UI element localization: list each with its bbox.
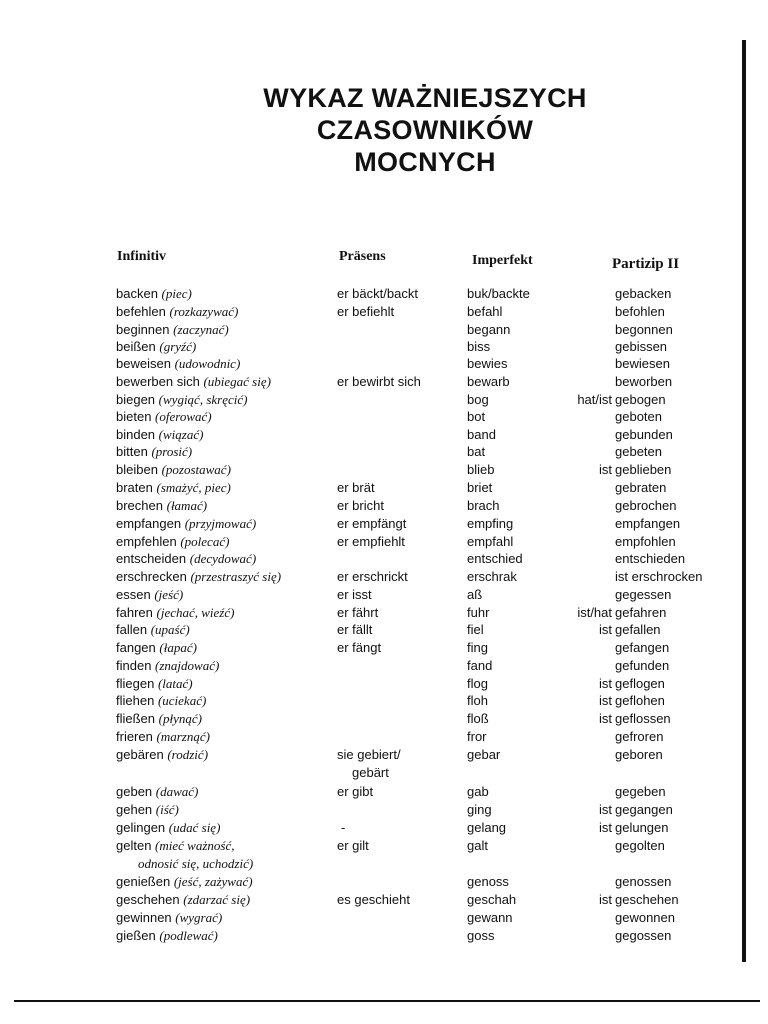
polish-translation: (wiązać)	[158, 427, 204, 442]
participle: gebissen	[615, 339, 668, 354]
participle: entschieden	[615, 551, 686, 566]
participle: gegolten	[615, 838, 665, 853]
imperfekt-cell: buk/backte	[467, 286, 530, 301]
infinitiv-verb: binden	[116, 427, 156, 442]
table-row	[0, 604, 768, 622]
infinitiv-verb: empfangen	[116, 516, 182, 531]
prasens-cell: es geschieht	[337, 892, 410, 907]
participle: geflogen	[615, 676, 665, 691]
table-row	[0, 728, 768, 746]
infinitiv-verb: fangen	[116, 640, 156, 655]
polish-translation: (rozkazywać)	[169, 304, 239, 319]
prasens-cell: er erschrickt	[337, 569, 408, 584]
table-row	[0, 355, 768, 373]
partizip-cell	[560, 819, 710, 837]
partizip-cell	[560, 891, 710, 909]
infinitiv-cell	[116, 675, 193, 693]
participle: gewonnen	[615, 910, 675, 925]
infinitiv-cell	[116, 373, 271, 391]
prasens-cell: er fährt	[337, 605, 379, 620]
participle: geflossen	[615, 711, 671, 726]
table-row	[0, 285, 768, 303]
imperfekt-cell: galt	[467, 838, 488, 853]
infinitiv-cell	[116, 692, 206, 710]
imperfekt-cell: entschied	[467, 551, 523, 566]
auxiliary-verb: ist/hat	[577, 605, 612, 620]
prasens-cell: er fängt	[337, 640, 382, 655]
table-row	[0, 515, 768, 533]
infinitiv-cell	[116, 657, 219, 675]
infinitiv-verb: gehen	[116, 802, 153, 817]
imperfekt-cell: gewann	[467, 910, 513, 925]
imperfekt-cell: fiel	[467, 622, 484, 637]
prasens-cell: er empfiehlt	[337, 534, 405, 549]
imperfekt-cell: flog	[467, 676, 488, 691]
polish-translation: (przyjmować)	[184, 516, 257, 531]
infinitiv-verb: bleiben	[116, 462, 158, 477]
table-row	[0, 927, 768, 945]
partizip-cell	[560, 837, 710, 855]
infinitiv-verb: bieten	[116, 409, 152, 424]
prasens-cell: er gibt	[337, 784, 374, 799]
infinitiv-verb: biegen	[116, 392, 156, 407]
imperfekt-cell: genoss	[467, 874, 509, 889]
table-row	[0, 873, 768, 891]
partizip-cell	[560, 497, 710, 515]
infinitiv-verb: befehlen	[116, 304, 166, 319]
infinitiv-cell	[116, 391, 247, 409]
polish-translation: (prosić)	[151, 444, 193, 459]
page-title-line-2: CZASOWNIKÓW	[316, 115, 534, 145]
imperfekt-cell: gab	[467, 784, 489, 799]
infinitiv-cell	[116, 586, 183, 604]
imperfekt-cell: geschah	[467, 892, 517, 907]
participle: befohlen	[615, 304, 665, 319]
partizip-cell	[560, 533, 710, 551]
participle: gefahren	[615, 605, 667, 620]
infinitiv-verb: fallen	[116, 622, 148, 637]
column-header-infinitiv: Infinitiv	[117, 249, 167, 264]
infinitiv-verb: erschrecken	[116, 569, 187, 584]
participle: gegessen	[615, 587, 672, 602]
table-row	[0, 373, 768, 391]
participle: gefallen	[615, 622, 661, 637]
partizip-cell	[560, 426, 710, 444]
participle: gefroren	[615, 729, 664, 744]
infinitiv-verb: bitten	[116, 444, 148, 459]
infinitiv-verb: beweisen	[116, 356, 171, 371]
table-row	[0, 550, 768, 568]
auxiliary-verb: ist	[599, 462, 612, 477]
participle: gebogen	[615, 392, 666, 407]
partizip-cell	[560, 479, 710, 497]
polish-translation: (jechać, wieźć)	[156, 605, 235, 620]
infinitiv-cell	[116, 801, 179, 819]
infinitiv-verb: empfehlen	[116, 534, 177, 549]
infinitiv-verb: beginnen	[116, 322, 170, 337]
partizip-cell	[560, 338, 710, 356]
imperfekt-cell: floß	[467, 711, 489, 726]
infinitiv-verb: fliegen	[116, 676, 155, 691]
infinitiv-verb: brechen	[116, 498, 163, 513]
table-row	[0, 746, 768, 764]
partizip-cell	[560, 639, 710, 657]
partizip-cell	[560, 461, 710, 479]
participle: geflohen	[615, 693, 665, 708]
participle: gebeten	[615, 444, 662, 459]
infinitiv-cell	[138, 855, 253, 873]
imperfekt-cell: biss	[467, 339, 491, 354]
infinitiv-cell	[116, 285, 192, 303]
infinitiv-verb: gelingen	[116, 820, 166, 835]
imperfekt-cell: fuhr	[467, 605, 490, 620]
polish-translation: (wygrać)	[175, 910, 223, 925]
partizip-cell	[560, 746, 710, 764]
table-row	[0, 443, 768, 461]
table-row	[0, 837, 768, 855]
partizip-cell	[560, 285, 710, 303]
prasens-cell: -	[341, 820, 346, 835]
polish-translation: (udowodnic)	[174, 356, 241, 371]
infinitiv-verb: frieren	[116, 729, 153, 744]
polish-translation: (smażyć, piec)	[156, 480, 231, 495]
participle: begonnen	[615, 322, 673, 337]
polish-translation: (wygiąć, skręcić)	[158, 392, 248, 407]
polish-translation: (mieć ważność,	[155, 838, 235, 853]
infinitiv-cell	[116, 873, 253, 891]
partizip-cell	[560, 675, 710, 693]
table-row	[0, 855, 768, 873]
infinitiv-cell	[116, 568, 281, 586]
participle: geboren	[615, 747, 663, 762]
infinitiv-cell	[116, 819, 220, 837]
imperfekt-cell: bog	[467, 392, 489, 407]
prasens-cell: er empfängt	[337, 516, 407, 531]
auxiliary-verb: ist	[599, 820, 612, 835]
infinitiv-verb: gewinnen	[116, 910, 172, 925]
participle: ist erschrocken	[615, 569, 703, 584]
partizip-cell	[560, 515, 710, 533]
table-row	[0, 801, 768, 819]
partizip-cell	[560, 568, 710, 586]
participle: geboten	[615, 409, 662, 424]
table-row	[0, 391, 768, 409]
infinitiv-verb: genießen	[116, 874, 171, 889]
polish-translation: (jeść, zażywać)	[173, 874, 253, 889]
polish-translation: (ubiegać się)	[203, 374, 271, 389]
imperfekt-cell: gelang	[467, 820, 507, 835]
participle: geblieben	[615, 462, 672, 477]
polish-translation: (polecać)	[180, 534, 230, 549]
prasens-cell: er bäckt/backt	[337, 286, 418, 301]
infinitiv-cell	[116, 909, 222, 927]
table-row	[0, 586, 768, 604]
partizip-cell	[560, 728, 710, 746]
imperfekt-cell: bat	[467, 444, 486, 459]
polish-translation: (uciekać)	[157, 693, 207, 708]
prasens-cell: er brät	[337, 480, 375, 495]
polish-translation: (zaczynać)	[173, 322, 229, 337]
table-row	[0, 657, 768, 675]
imperfekt-cell: bewies	[467, 356, 508, 371]
table-row	[0, 639, 768, 657]
polish-translation: (marznąć)	[156, 729, 210, 744]
participle: gebacken	[615, 286, 672, 301]
participle: gefangen	[615, 640, 670, 655]
page-title-line-3: MOCNYCH	[354, 147, 496, 177]
participle: gebunden	[615, 427, 673, 442]
participle: empfangen	[615, 516, 681, 531]
table-row	[0, 461, 768, 479]
polish-translation: (podlewać)	[159, 928, 218, 943]
infinitiv-cell	[116, 443, 192, 461]
auxiliary-verb: ist	[599, 622, 612, 637]
table-row	[0, 710, 768, 728]
imperfekt-cell: fand	[467, 658, 493, 673]
participle: empfohlen	[615, 534, 676, 549]
polish-translation: (dawać)	[155, 784, 199, 799]
polish-translation: (gryźć)	[159, 339, 197, 354]
table-row	[0, 303, 768, 321]
table-row	[0, 338, 768, 356]
partizip-cell	[560, 801, 710, 819]
infinitiv-cell	[116, 710, 202, 728]
prasens-cell: sie gebiert/	[337, 747, 401, 762]
polish-translation: (rodzić)	[167, 747, 209, 762]
infinitiv-cell	[116, 497, 207, 515]
imperfekt-cell: briet	[467, 480, 493, 495]
infinitiv-verb: gießen	[116, 928, 156, 943]
polish-translation: (jeść)	[154, 587, 184, 602]
table-row	[0, 764, 768, 782]
partizip-cell	[560, 443, 710, 461]
polish-translation: (płynąć)	[158, 711, 202, 726]
imperfekt-cell: fror	[467, 729, 487, 744]
bottom-border-line	[14, 1000, 760, 1002]
infinitiv-verb: essen	[116, 587, 151, 602]
partizip-cell	[560, 550, 710, 568]
imperfekt-cell: goss	[467, 928, 495, 943]
polish-translation: (decydować)	[189, 551, 257, 566]
prasens-cell: er befiehlt	[337, 304, 395, 319]
partizip-cell	[560, 783, 710, 801]
infinitiv-cell	[116, 550, 256, 568]
infinitiv-cell	[116, 321, 229, 339]
imperfekt-cell: ging	[467, 802, 492, 817]
table-row	[0, 321, 768, 339]
infinitiv-cell	[116, 746, 208, 764]
table-row	[0, 675, 768, 693]
infinitiv-verb: braten	[116, 480, 153, 495]
prasens-cell: er isst	[337, 587, 372, 602]
infinitiv-cell	[116, 515, 256, 533]
auxiliary-verb: ist	[599, 676, 612, 691]
infinitiv-verb: geschehen	[116, 892, 180, 907]
table-row	[0, 568, 768, 586]
imperfekt-cell: empfahl	[467, 534, 514, 549]
prasens-cell: er fällt	[337, 622, 373, 637]
polish-translation: (latać)	[157, 676, 193, 691]
polish-translation: (zdarzać się)	[183, 892, 251, 907]
partizip-cell	[560, 909, 710, 927]
polish-translation: (łamać)	[166, 498, 208, 513]
table-row	[0, 783, 768, 801]
participle: bewiesen	[615, 356, 670, 371]
table-row	[0, 692, 768, 710]
infinitiv-cell	[116, 338, 196, 356]
infinitiv-verb: gebären	[116, 747, 164, 762]
infinitiv-cell	[116, 783, 198, 801]
infinitiv-cell	[116, 355, 240, 373]
infinitiv-verb: finden	[116, 658, 152, 673]
table-row	[0, 909, 768, 927]
polish-translation: (iść)	[155, 802, 179, 817]
imperfekt-cell: befahl	[467, 304, 503, 319]
infinitiv-cell	[116, 621, 190, 639]
polish-translation: (znajdować)	[155, 658, 220, 673]
infinitiv-cell	[116, 927, 218, 945]
imperfekt-cell: begann	[467, 322, 511, 337]
partizip-cell	[560, 621, 710, 639]
partizip-cell	[560, 873, 710, 891]
infinitiv-verb: geben	[116, 784, 153, 799]
infinitiv-cell	[116, 479, 231, 497]
page-title-line-1: WYKAZ WAŻNIEJSZYCH	[263, 83, 587, 113]
infinitiv-cell	[116, 533, 229, 551]
table-row	[0, 426, 768, 444]
partizip-cell	[560, 303, 710, 321]
participle: gelungen	[615, 820, 669, 835]
imperfekt-cell: fing	[467, 640, 488, 655]
infinitiv-verb: gelten	[116, 838, 152, 853]
imperfekt-cell: bot	[467, 409, 486, 424]
table-row	[0, 819, 768, 837]
polish-translation: (łapać)	[159, 640, 197, 655]
infinitiv-cell	[116, 891, 250, 909]
infinitiv-cell	[116, 728, 210, 746]
polish-translation: (udać się)	[168, 820, 221, 835]
partizip-cell	[560, 321, 710, 339]
participle: geschehen	[615, 892, 679, 907]
imperfekt-cell: erschrak	[467, 569, 517, 584]
partizip-cell	[560, 692, 710, 710]
table-row	[0, 408, 768, 426]
partizip-cell	[560, 391, 710, 409]
table-row	[0, 479, 768, 497]
partizip-cell	[560, 408, 710, 426]
partizip-cell	[560, 373, 710, 391]
auxiliary-verb: ist	[599, 892, 612, 907]
infinitiv-verb: fahren	[116, 605, 153, 620]
partizip-cell	[560, 355, 710, 373]
polish-translation: (pozostawać)	[161, 462, 231, 477]
partizip-cell	[560, 764, 710, 782]
participle: gefunden	[615, 658, 670, 673]
table-row	[0, 533, 768, 551]
polish-translation: (upaść)	[150, 622, 190, 637]
infinitiv-cell	[116, 604, 234, 622]
imperfekt-cell: brach	[467, 498, 500, 513]
participle: gegeben	[615, 784, 666, 799]
imperfekt-cell: empfing	[467, 516, 514, 531]
prasens-cell: er bewirbt sich	[337, 374, 421, 389]
imperfekt-cell: aß	[467, 587, 483, 602]
polish-translation: odnosić się, uchodzić)	[138, 856, 254, 871]
participle: genossen	[615, 874, 672, 889]
imperfekt-cell: band	[467, 427, 496, 442]
auxiliary-verb: ist	[599, 711, 612, 726]
polish-translation: (przestraszyć się)	[190, 569, 282, 584]
column-header-partizip: Partizip II	[612, 256, 680, 272]
partizip-cell	[560, 710, 710, 728]
imperfekt-cell: floh	[467, 693, 488, 708]
table-row	[0, 891, 768, 909]
infinitiv-verb: bewerben sich	[116, 374, 200, 389]
auxiliary-verb: ist	[599, 802, 612, 817]
partizip-cell	[560, 586, 710, 604]
infinitiv-verb: entscheiden	[116, 551, 187, 566]
infinitiv-verb: fließen	[116, 711, 156, 726]
auxiliary-verb: ist	[599, 693, 612, 708]
infinitiv-cell	[116, 303, 238, 321]
imperfekt-cell: gebar	[467, 747, 501, 762]
infinitiv-verb: fliehen	[116, 693, 155, 708]
partizip-cell	[560, 657, 710, 675]
polish-translation: (piec)	[161, 286, 192, 301]
participle: gegangen	[615, 802, 673, 817]
table-row	[0, 497, 768, 515]
column-header-prasens: Präsens	[339, 249, 386, 264]
infinitiv-verb: backen	[116, 286, 158, 301]
auxiliary-verb: hat/ist	[577, 392, 612, 407]
infinitiv-verb: beißen	[116, 339, 156, 354]
partizip-cell	[560, 855, 710, 873]
table-row	[0, 621, 768, 639]
participle: gegossen	[615, 928, 672, 943]
prasens-cell: er bricht	[337, 498, 384, 513]
imperfekt-cell: blieb	[467, 462, 495, 477]
infinitiv-cell	[116, 461, 231, 479]
polish-translation: (oferować)	[155, 409, 212, 424]
participle: beworben	[615, 374, 673, 389]
participle: gebrochen	[615, 498, 677, 513]
infinitiv-cell	[116, 426, 203, 444]
infinitiv-cell	[116, 837, 234, 855]
partizip-cell	[560, 604, 710, 622]
prasens-cell: er gilt	[337, 838, 369, 853]
partizip-cell	[560, 927, 710, 945]
infinitiv-cell	[116, 408, 212, 426]
column-header-imperfekt: Imperfekt	[472, 253, 533, 268]
imperfekt-cell: bewarb	[467, 374, 510, 389]
infinitiv-cell	[116, 639, 197, 657]
prasens-cell: gebärt	[352, 765, 389, 780]
participle: gebraten	[615, 480, 667, 495]
